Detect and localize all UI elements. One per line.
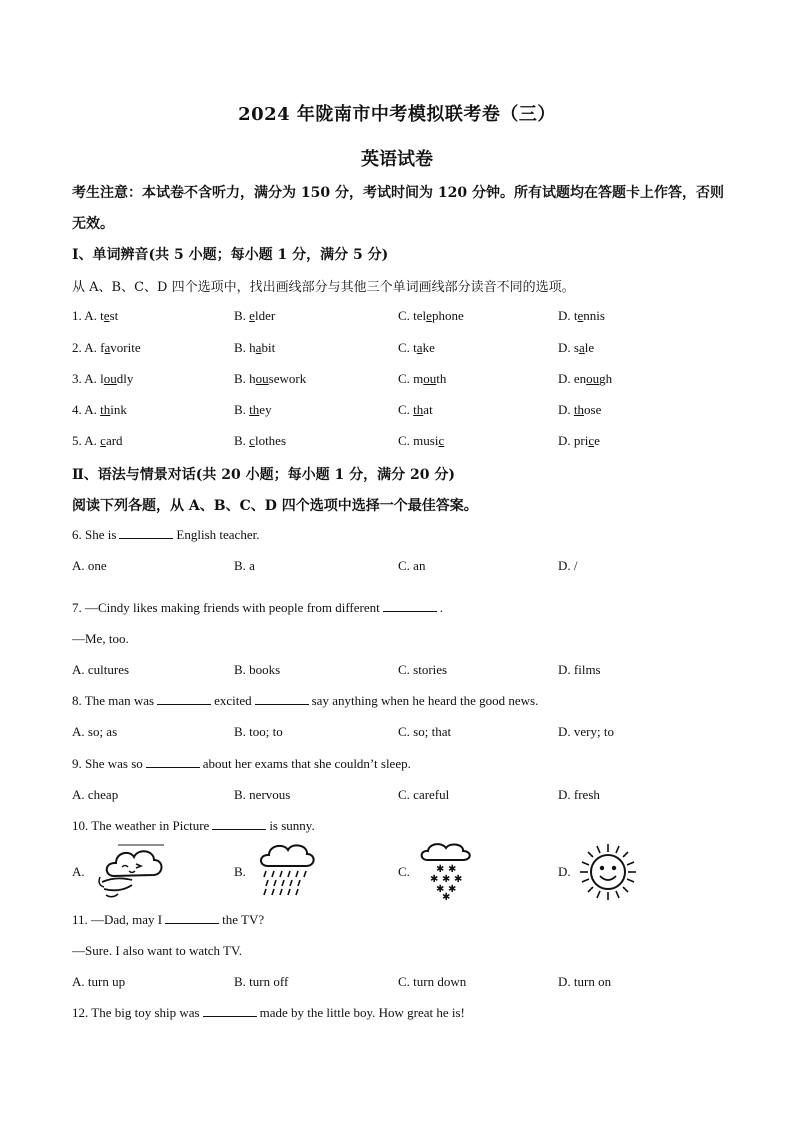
underlined-letters: e	[103, 308, 110, 323]
answer-blank	[212, 819, 266, 830]
q11-option-d[interactable]: D. turn on	[558, 974, 612, 989]
underlined-letters: e	[426, 308, 432, 323]
q10-option-c[interactable]: C.	[398, 864, 410, 879]
question-6-stem	[72, 527, 259, 543]
underlined-letters: th	[573, 402, 585, 417]
option-text: C. t	[398, 340, 417, 355]
rain-cloud-icon[interactable]	[256, 842, 318, 900]
question-6-options	[72, 558, 752, 576]
underlined-letters: ou	[586, 371, 600, 386]
option-text: gh	[599, 371, 613, 386]
answer-blank	[146, 757, 200, 768]
underlined-letters: th	[413, 402, 424, 417]
question-9-stem	[72, 756, 411, 772]
option-text: 2. A. f	[72, 340, 105, 355]
answer-blank	[255, 694, 309, 705]
q7-reply: —Me, too.	[72, 631, 129, 646]
q9-option-a[interactable]: A. cheap	[72, 787, 119, 802]
option-text: C. musi	[398, 433, 439, 448]
option-text: phone	[431, 308, 464, 323]
question-11-stem	[72, 912, 264, 928]
q11-reply: —Sure. I also want to watch TV.	[72, 943, 242, 958]
q8-option-b[interactable]: B. too; to	[234, 724, 283, 739]
phonetics-q3-option-d[interactable]	[558, 371, 612, 387]
phonetics-question-2	[72, 340, 752, 358]
exam-title: 2024 年陇南市中考模拟联考卷（三）	[238, 104, 556, 125]
option-text: e	[594, 433, 600, 448]
q10-option-d[interactable]: D.	[558, 864, 571, 879]
phonetics-q2-option-a[interactable]	[72, 340, 141, 356]
underlined-letters: e	[577, 308, 584, 323]
svg-text:✱: ✱	[454, 874, 463, 885]
q11-option-a[interactable]: A. turn up	[72, 974, 126, 989]
svg-text:✱: ✱	[442, 892, 451, 900]
option-text: at	[423, 402, 433, 417]
answer-blank	[383, 601, 437, 612]
q6-option-d[interactable]: D. /	[558, 558, 578, 573]
q9-stem-a: 9. She was so	[72, 756, 143, 771]
underlined-letters: a	[255, 340, 262, 355]
q10-stem-a: 10. The weather in Picture	[72, 818, 210, 833]
answer-blank	[157, 694, 211, 705]
option-text: lder	[254, 308, 276, 323]
question-8-stem	[72, 693, 538, 709]
q6-stem-a: 6. She is	[72, 527, 117, 542]
q8-option-a[interactable]: A. so; as	[72, 724, 118, 739]
phonetics-q3-option-a[interactable]	[72, 371, 133, 387]
question-11-options	[72, 974, 752, 992]
section-2-heading: Ⅱ、语法与情景对话(共 20 小题；每小题 1 分，满分 20 分)	[72, 467, 455, 483]
underlined-letters: c	[249, 433, 255, 448]
q6-stem-b: English teacher.	[176, 527, 260, 542]
option-text: 5. A.	[72, 433, 101, 448]
phonetics-q4-option-b[interactable]	[234, 402, 272, 418]
q10-stem-b: is sunny.	[269, 818, 315, 833]
q7-option-d[interactable]: D. films	[558, 662, 601, 677]
underlined-letters: a	[416, 340, 423, 355]
svg-text:✱: ✱	[436, 884, 445, 895]
option-text: D. t	[558, 308, 578, 323]
phonetics-question-3	[72, 371, 752, 389]
option-text: ose	[584, 402, 602, 417]
q7-option-c[interactable]: C. stories	[398, 662, 448, 677]
phonetics-q1-option-d[interactable]	[558, 308, 605, 324]
option-text: th	[436, 371, 447, 386]
phonetics-q2-option-d[interactable]	[558, 340, 594, 356]
option-text: nnis	[583, 308, 605, 323]
option-text: B.	[234, 402, 250, 417]
q8-stem-b: excited	[214, 693, 252, 708]
underlined-letters: c	[588, 433, 595, 448]
q9-option-c[interactable]: C. careful	[398, 787, 450, 802]
q11-stem-b: the TV?	[222, 912, 265, 927]
underlined-letters: ou	[103, 371, 117, 386]
phonetics-q1-option-a[interactable]	[72, 308, 118, 324]
q8-option-c[interactable]: C. so; that	[398, 724, 452, 739]
q11-option-b[interactable]: B. turn off	[234, 974, 289, 989]
option-text: B. h	[234, 371, 256, 386]
underlined-letters: c	[438, 433, 445, 448]
underlined-letters: a	[104, 340, 111, 355]
question-10-stem	[72, 818, 315, 834]
phonetics-q1-option-b[interactable]	[234, 308, 275, 324]
option-text: D.	[558, 402, 574, 417]
phonetics-q5-option-c[interactable]	[398, 433, 444, 449]
phonetics-q5-option-d[interactable]	[558, 433, 600, 449]
q8-stem-a: 8. The man was	[72, 693, 155, 708]
q8-stem-c: say anything when he heard the good news.	[311, 693, 539, 708]
option-text: 1. A. t	[72, 308, 104, 323]
option-text: C.	[398, 402, 414, 417]
option-text: dly	[116, 371, 134, 386]
option-text: B. h	[234, 340, 256, 355]
phonetics-question-5	[72, 433, 752, 451]
section-1-heading: Ⅰ、单词辨音(共 5 小题；每小题 1 分，满分 5 分)	[72, 247, 389, 263]
svg-text:✱: ✱	[442, 874, 451, 885]
q8-option-d[interactable]: D. very; to	[558, 724, 614, 739]
q7-stem-a: 7. —Cindy likes making friends with people from different	[72, 600, 380, 615]
option-text: ke	[422, 340, 435, 355]
option-text: C. m	[398, 371, 424, 386]
section-2-instruction: 阅读下列各题，从 A、B、C、D 四个选项中选择一个最佳答案。	[72, 498, 478, 514]
answer-blank	[203, 1006, 257, 1017]
option-text: D. en	[558, 371, 587, 386]
question-10-options	[72, 842, 752, 902]
option-text: le	[584, 340, 595, 355]
phonetics-q5-option-a[interactable]	[72, 433, 123, 449]
q9-option-b[interactable]: B. nervous	[234, 787, 291, 802]
question-12-stem	[72, 1005, 465, 1021]
option-text: bit	[261, 340, 276, 355]
phonetics-q4-option-d[interactable]	[558, 402, 601, 418]
question-7-options	[72, 662, 752, 680]
q9-option-d[interactable]: D. fresh	[558, 787, 600, 802]
q11-stem-a: 11. —Dad, may I	[72, 912, 163, 927]
option-text: B.	[234, 308, 250, 323]
option-text: D. s	[558, 340, 579, 355]
phonetics-q2-option-c[interactable]	[398, 340, 435, 356]
phonetics-q5-option-b[interactable]	[234, 433, 286, 449]
underlined-letters: e	[249, 308, 255, 323]
phonetics-q3-option-b[interactable]	[234, 371, 306, 387]
question-7-stem	[72, 600, 443, 616]
snow-cloud-icon[interactable]	[416, 842, 478, 900]
option-text: C. tel	[398, 308, 427, 323]
svg-text:✱: ✱	[430, 874, 439, 885]
svg-text:✱: ✱	[448, 864, 457, 875]
underlined-letters: th	[249, 402, 260, 417]
exam-notice: 考生注意：本试卷不含听力，满分为 150 分，考试时间为 120 分钟。所有试题均在答题卡上作答，否则无效。	[72, 185, 724, 232]
q7-stem-b: .	[439, 600, 443, 615]
phonetics-q4-option-a[interactable]	[72, 402, 127, 418]
underlined-letters: ou	[423, 371, 437, 386]
option-text: ard	[105, 433, 123, 448]
q11-option-c[interactable]: C. turn down	[398, 974, 467, 989]
phonetics-q2-option-b[interactable]	[234, 340, 275, 356]
option-text: st	[109, 308, 119, 323]
q7-option-a[interactable]: A. cultures	[72, 662, 130, 677]
answer-blank	[119, 528, 173, 539]
option-text: 3. A. l	[72, 371, 104, 386]
option-text: ink	[110, 402, 127, 417]
phonetics-q1-option-c[interactable]	[398, 308, 464, 324]
q7-option-b[interactable]: B. books	[234, 662, 281, 677]
phonetics-q4-option-c[interactable]	[398, 402, 433, 418]
q6-option-c[interactable]: C. an	[398, 558, 426, 573]
windy-cloud-icon[interactable]	[96, 842, 168, 900]
answer-blank	[165, 913, 219, 924]
option-text: vorite	[110, 340, 141, 355]
section-1-instruction: 从 A、B、C、D 四个选项中，找出画线部分与其他三个单词画线部分读音不同的选项。	[72, 280, 575, 295]
q6-option-b[interactable]: B. a	[234, 558, 255, 573]
q10-option-b[interactable]: B.	[234, 864, 246, 879]
underlined-letters: ou	[255, 371, 269, 386]
svg-text:✱: ✱	[436, 864, 445, 875]
sun-icon[interactable]	[576, 842, 640, 902]
q10-option-a[interactable]: A.	[72, 864, 85, 879]
option-text: ey	[259, 402, 272, 417]
underlined-letters: c	[100, 433, 106, 448]
question-8-options	[72, 724, 752, 742]
phonetics-question-1	[72, 308, 752, 326]
underlined-letters: th	[100, 402, 111, 417]
question-9-options	[72, 787, 752, 805]
q6-option-a[interactable]: A. one	[72, 558, 107, 573]
phonetics-q3-option-c[interactable]	[398, 371, 446, 387]
option-text: sework	[268, 371, 307, 386]
option-text: B.	[234, 433, 250, 448]
q12-stem-a: 12. The big toy ship was	[72, 1005, 200, 1020]
q12-stem-b: made by the little boy. How great he is!	[259, 1005, 465, 1020]
exam-subtitle: 英语试卷	[361, 149, 433, 170]
phonetics-question-4	[72, 402, 752, 420]
q9-stem-b: about her exams that she couldn’t sleep.	[202, 756, 411, 771]
option-text: lothes	[254, 433, 287, 448]
option-text: D. pri	[558, 433, 589, 448]
underlined-letters: a	[578, 340, 585, 355]
option-text: 4. A.	[72, 402, 101, 417]
svg-text:✱: ✱	[448, 884, 457, 895]
